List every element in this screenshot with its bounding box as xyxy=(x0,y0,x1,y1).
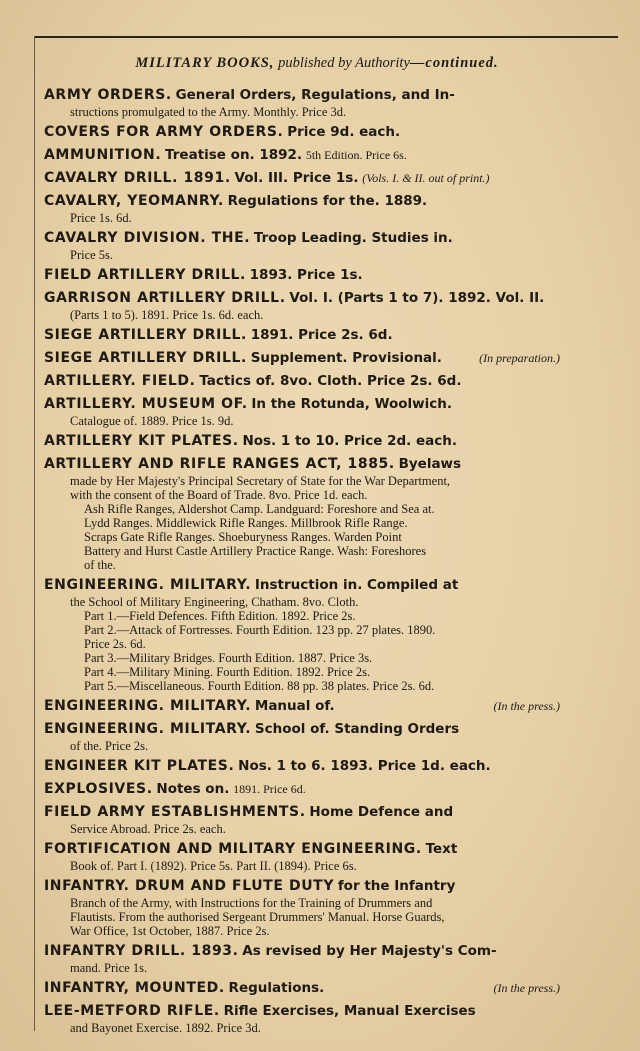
entry-title: ENGINEERING. MILITARY. xyxy=(44,577,252,593)
entry-first-line xyxy=(44,877,560,896)
top-rule xyxy=(34,36,618,38)
entry-first-line xyxy=(44,349,560,368)
catalogue-entry xyxy=(44,1002,560,1035)
entry-continuation: Flautists. From the authorised Sergeant Drummers' Manual. Horse Guards, xyxy=(70,910,445,924)
entry-first-line xyxy=(44,432,560,451)
catalogue-entry xyxy=(44,780,560,799)
header-middle: published by Authority xyxy=(278,55,410,71)
entry-continuation: and Bayonet Exercise. 1892. Price 3d. xyxy=(70,1021,261,1035)
entry-description: Manual of. xyxy=(254,698,335,714)
entry-title: GARRISON ARTILLERY DRILL. xyxy=(44,290,286,306)
entry-description: Instruction in. Compiled at xyxy=(254,577,459,593)
catalogue-entry xyxy=(44,576,560,693)
catalogue-entry xyxy=(44,289,560,322)
entry-price: 5th Edition. Price 6s. xyxy=(305,148,407,162)
entry-continuation: Price 5s. xyxy=(70,248,114,262)
entry-status: (In preparation.) xyxy=(479,351,560,365)
entry-title: FORTIFICATION AND MILITARY ENGINEERING. xyxy=(44,841,422,857)
entry-continuation: Catalogue of. 1889. Price 1s. 9d. xyxy=(70,414,234,428)
catalogue-entry xyxy=(44,979,560,998)
entry-continuation: Branch of the Army, with Instructions for the Training of Drummers and xyxy=(70,896,433,910)
header-prefix: MILITARY BOOKS, xyxy=(135,55,275,71)
entry-first-line xyxy=(44,780,560,799)
entry-title: ARTILLERY. FIELD. xyxy=(44,373,196,389)
entry-description: Tactics of. 8vo. Cloth. Price 2s. 6d. xyxy=(199,373,462,389)
catalogue-entry xyxy=(44,455,560,572)
page-header xyxy=(44,56,560,70)
entry-title: CAVALRY DRILL. 1891. xyxy=(44,170,231,186)
entry-title: LEE-METFORD RIFLE. xyxy=(44,1003,220,1019)
entry-title: INFANTRY DRILL. 1893. xyxy=(44,943,239,959)
entry-sub-item: of the. xyxy=(84,558,116,572)
entry-sub-item: Battery and Hurst Castle Artillery Practice Range. Wash: Foreshores xyxy=(84,544,427,558)
entry-description: Vol. III. Price 1s. xyxy=(234,170,359,186)
entry-first-line xyxy=(44,326,560,345)
entry-first-line xyxy=(44,169,560,188)
entry-description: General Orders, Regulations, and In- xyxy=(175,87,455,103)
entry-title: AMMUNITION. xyxy=(44,147,162,163)
entry-sub-item: Scraps Gate Rifle Ranges. Shoeburyness Ranges. Warden Point xyxy=(84,530,402,544)
entry-description: Notes on. xyxy=(156,781,230,797)
entries xyxy=(44,86,560,1039)
entry-sub-item: Part 1.—Field Defences. Fifth Edition. 1892. Price 2s. xyxy=(84,609,356,623)
entry-first-line xyxy=(44,576,560,595)
entry-description: In the Rotunda, Woolwich. xyxy=(251,396,453,412)
entry-description: Supplement. Provisional. xyxy=(250,350,442,366)
entry-title: SIEGE ARTILLERY DRILL. xyxy=(44,350,247,366)
entry-continuation: Book of. Part I. (1892). Price 5s. Part II. (1894). Price 6s. xyxy=(70,859,357,873)
entry-continuation: of the. Price 2s. xyxy=(70,739,149,753)
catalogue-list xyxy=(44,56,560,1039)
entry-title: ARTILLERY. MUSEUM OF. xyxy=(44,396,248,412)
entry-description: School of. Standing Orders xyxy=(254,721,460,737)
catalogue-entry xyxy=(44,266,560,285)
header-suffix: —continued. xyxy=(409,55,499,71)
catalogue-entry xyxy=(44,432,560,451)
catalogue-entry xyxy=(44,942,560,975)
catalogue-entry xyxy=(44,192,560,225)
entry-title: INFANTRY. DRUM AND FLUTE DUTY xyxy=(44,878,335,894)
entry-status: (In the press.) xyxy=(493,981,560,995)
entry-sub-item: Part 3.—Military Bridges. Fourth Edition. 1887. Price 3s. xyxy=(84,651,373,665)
entry-continuation: with the consent of the Board of Trade. 8vo. Price 1d. each. xyxy=(70,488,368,502)
entry-sub-item: Lydd Ranges. Middlewick Rifle Ranges. Millbrook Rifle Range. xyxy=(84,516,408,530)
entry-continuation: (Parts 1 to 5). 1891. Price 1s. 6d. each. xyxy=(70,308,264,322)
entry-description: Regulations for the. 1889. xyxy=(227,193,428,209)
entry-title: ARMY ORDERS. xyxy=(44,87,172,103)
catalogue-entry xyxy=(44,877,560,938)
entry-continuation: Price 1s. 6d. xyxy=(70,211,132,225)
catalogue-entry xyxy=(44,395,560,428)
catalogue-entry xyxy=(44,372,560,391)
catalogue-entry xyxy=(44,86,560,119)
entry-status: (In the press.) xyxy=(493,699,560,713)
entry-continuation: structions promulgated to the Army. Monthly. Price 3d. xyxy=(70,105,347,119)
entry-continuation: mand. Price 1s. xyxy=(70,961,148,975)
entry-description: Nos. 1 to 6. 1893. Price 1d. each. xyxy=(238,758,491,774)
entry-note: (Vols. I. & II. out of print.) xyxy=(362,171,490,185)
entry-description: Price 9d. each. xyxy=(287,124,401,140)
entry-first-line xyxy=(44,192,560,211)
catalogue-entry xyxy=(44,349,560,368)
catalogue-entry xyxy=(44,697,560,716)
entry-sub-item: Part 2.—Attack of Fortresses. Fourth Edition. 123 pp. 27 plates. 1890. xyxy=(84,623,436,637)
entry-description: Byelaws xyxy=(398,456,462,472)
entry-title: ENGINEER KIT PLATES. xyxy=(44,758,235,774)
entry-title: INFANTRY, MOUNTED. xyxy=(44,980,225,996)
entry-description: 1893. Price 1s. xyxy=(249,267,363,283)
entry-first-line xyxy=(44,86,560,105)
entry-continuation: Service Abroad. Price 2s. each. xyxy=(70,822,226,836)
entry-title: ENGINEERING. MILITARY. xyxy=(44,698,252,714)
entry-sub-item: Part 5.—Miscellaneous. Fourth Edition. 88 pp. 38 plates. Price 2s. 6d. xyxy=(84,679,435,693)
entry-description: As revised by Her Majesty's Com- xyxy=(242,943,497,959)
entry-first-line xyxy=(44,1002,560,1021)
entry-price: 1891. Price 6d. xyxy=(233,782,306,796)
entry-title: SIEGE ARTILLERY DRILL. xyxy=(44,327,247,343)
entry-first-line xyxy=(44,697,560,716)
catalogue-entry xyxy=(44,123,560,142)
entry-first-line xyxy=(44,720,560,739)
entry-first-line xyxy=(44,840,560,859)
entry-first-line xyxy=(44,146,560,165)
entry-title: CAVALRY DIVISION. THE. xyxy=(44,230,251,246)
entry-first-line xyxy=(44,372,560,391)
entry-sub-item: Part 4.—Military Mining. Fourth Edition. 1892. Price 2s. xyxy=(84,665,371,679)
catalogue-entry xyxy=(44,803,560,836)
entry-first-line xyxy=(44,266,560,285)
entry-first-line xyxy=(44,455,560,474)
entry-first-line xyxy=(44,229,560,248)
entry-continuation: made by Her Majesty's Principal Secretary of State for the War Department, xyxy=(70,474,451,488)
entry-title: ARTILLERY AND RIFLE RANGES ACT, 1885. xyxy=(44,456,395,472)
entry-first-line xyxy=(44,979,560,998)
entry-description: Rifle Exercises, Manual Exercises xyxy=(223,1003,476,1019)
entry-continuation: the School of Military Engineering, Chatham. 8vo. Cloth. xyxy=(70,595,359,609)
left-rule xyxy=(34,36,35,1031)
entry-first-line xyxy=(44,289,560,308)
entry-first-line xyxy=(44,803,560,822)
entry-description: Home Defence and xyxy=(309,804,454,820)
entry-continuation: War Office, 1st October, 1887. Price 2s. xyxy=(70,924,270,938)
catalogue-entry xyxy=(44,757,560,776)
entry-title: FIELD ARTILLERY DRILL. xyxy=(44,267,246,283)
entry-title: ARTILLERY KIT PLATES. xyxy=(44,433,239,449)
catalogue-entry xyxy=(44,146,560,165)
entry-description: 1891. Price 2s. 6d. xyxy=(250,327,393,343)
entry-first-line xyxy=(44,123,560,142)
entry-title: ENGINEERING. MILITARY. xyxy=(44,721,252,737)
entry-description: Text xyxy=(425,841,458,857)
entry-description: for the Infantry xyxy=(337,878,456,894)
entry-spacer xyxy=(44,1035,560,1039)
entry-description: Treatise on. 1892. xyxy=(165,147,303,163)
catalogue-entry xyxy=(44,229,560,262)
entry-title: FIELD ARMY ESTABLISHMENTS. xyxy=(44,804,306,820)
entry-sub-item: Price 2s. 6d. xyxy=(84,637,146,651)
catalogue-entry xyxy=(44,326,560,345)
entry-first-line xyxy=(44,942,560,961)
entry-title: CAVALRY, YEOMANRY. xyxy=(44,193,224,209)
catalogue-entry xyxy=(44,169,560,188)
entry-description: Vol. I. (Parts 1 to 7). 1892. Vol. II. xyxy=(289,290,545,306)
entry-description: Troop Leading. Studies in. xyxy=(253,230,453,246)
entry-title: EXPLOSIVES. xyxy=(44,781,153,797)
entry-sub-item: Ash Rifle Ranges, Aldershot Camp. Landguard: Foreshore and Sea at. xyxy=(84,502,435,516)
entry-description: Regulations. xyxy=(228,980,325,996)
entry-first-line xyxy=(44,757,560,776)
catalogue-entry xyxy=(44,720,560,753)
catalogue-entry xyxy=(44,840,560,873)
entry-description: Nos. 1 to 10. Price 2d. each. xyxy=(242,433,457,449)
entry-first-line xyxy=(44,395,560,414)
entry-title: COVERS FOR ARMY ORDERS. xyxy=(44,124,284,140)
